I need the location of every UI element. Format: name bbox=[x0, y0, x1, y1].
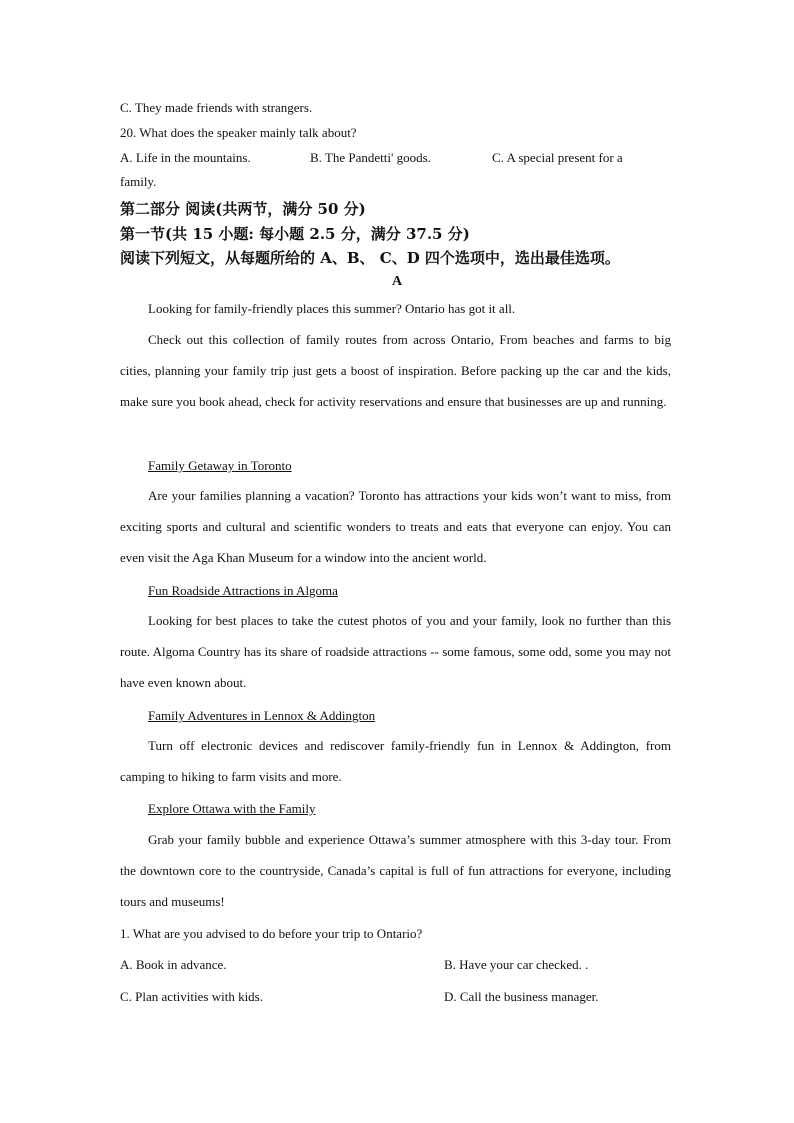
passage-paragraph-1 bbox=[120, 324, 671, 418]
subheading-lennox: Family Adventures in Lennox & Addington bbox=[148, 708, 376, 723]
part-title: 第二部分 阅读(共两节，满分 50 分) bbox=[120, 200, 366, 218]
paragraph-3-text: Looking for best places to take the cutest photos of you and your family, look no further than this route. Algoma Country has its share of roadside attractions -- some famous, some odd, some you may not have even known about. bbox=[120, 613, 671, 691]
passage-paragraph-4 bbox=[120, 730, 671, 792]
subheading-ottawa: Explore Ottawa with the Family bbox=[148, 801, 316, 816]
q20-option-c-continued: family. bbox=[120, 174, 157, 189]
question-1-option-b: B. Have your car checked. . bbox=[444, 957, 589, 972]
question-1-option-d: D. Call the business manager. bbox=[444, 989, 599, 1004]
question-1-option-a: A. Book in advance. bbox=[120, 957, 227, 972]
subheading-algoma: Fun Roadside Attractions in Algoma bbox=[148, 583, 338, 598]
paragraph-5-text: Grab your family bubble and experience Ottawa’s summer atmosphere with this 3-day tour. From the downtown core to the countryside, Canada’s capital is full of fun attractions for everyone, including tours and museums! bbox=[120, 832, 671, 910]
passage-label: A bbox=[391, 274, 403, 289]
paragraph-2-text: Are your families planning a vacation? Toronto has attractions your kids won’t want to miss, from exciting sports and cultural and scientific wonders to treats and eats that everyone can enjoy. You can even visit the Aga Khan Museum for a window into the ancient world. bbox=[120, 488, 671, 566]
q20-question: 20. What does the speaker mainly talk about? bbox=[120, 125, 357, 140]
passage-intro-text: Looking for family-friendly places this summer? Ontario has got it all. bbox=[148, 301, 516, 316]
q20-option-c: C. A special present for a bbox=[492, 150, 623, 165]
passage-paragraph-5 bbox=[120, 824, 671, 918]
paragraph-1-text: Check out this collection of family routes from across Ontario, From beaches and farms to big cities, planning your family trip just gets a boost of inspiration. Before packing up the car and the kids, make sure you book ahead, check for activity reservations and ensure that businesses are up and running. bbox=[120, 332, 671, 410]
passage-paragraph-3 bbox=[120, 605, 671, 699]
q19-option-c: C. They made friends with strangers. bbox=[120, 100, 313, 115]
question-1-stem: 1. What are you advised to do before your trip to Ontario? bbox=[120, 926, 423, 941]
section-subtitle: 第一节(共 15 小题: 每小题 2.5 分，满分 37.5 分) bbox=[120, 225, 470, 243]
q20-option-b: B. The Pandetti' goods. bbox=[310, 150, 431, 165]
q20-option-a: A. Life in the mountains. bbox=[120, 150, 251, 165]
passage-intro bbox=[120, 293, 671, 324]
subheading-toronto: Family Getaway in Toronto bbox=[148, 458, 292, 473]
paragraph-4-text: Turn off electronic devices and rediscover family-friendly fun in Lennox & Addington, from camping to hiking to farm visits and more. bbox=[120, 738, 671, 785]
question-1-option-c: C. Plan activities with kids. bbox=[120, 989, 263, 1004]
passage-paragraph-2 bbox=[120, 480, 671, 574]
instruction: 阅读下列短文，从每题所给的 A、B、 C、D 四个选项中，选出最佳选项。 bbox=[120, 249, 620, 267]
